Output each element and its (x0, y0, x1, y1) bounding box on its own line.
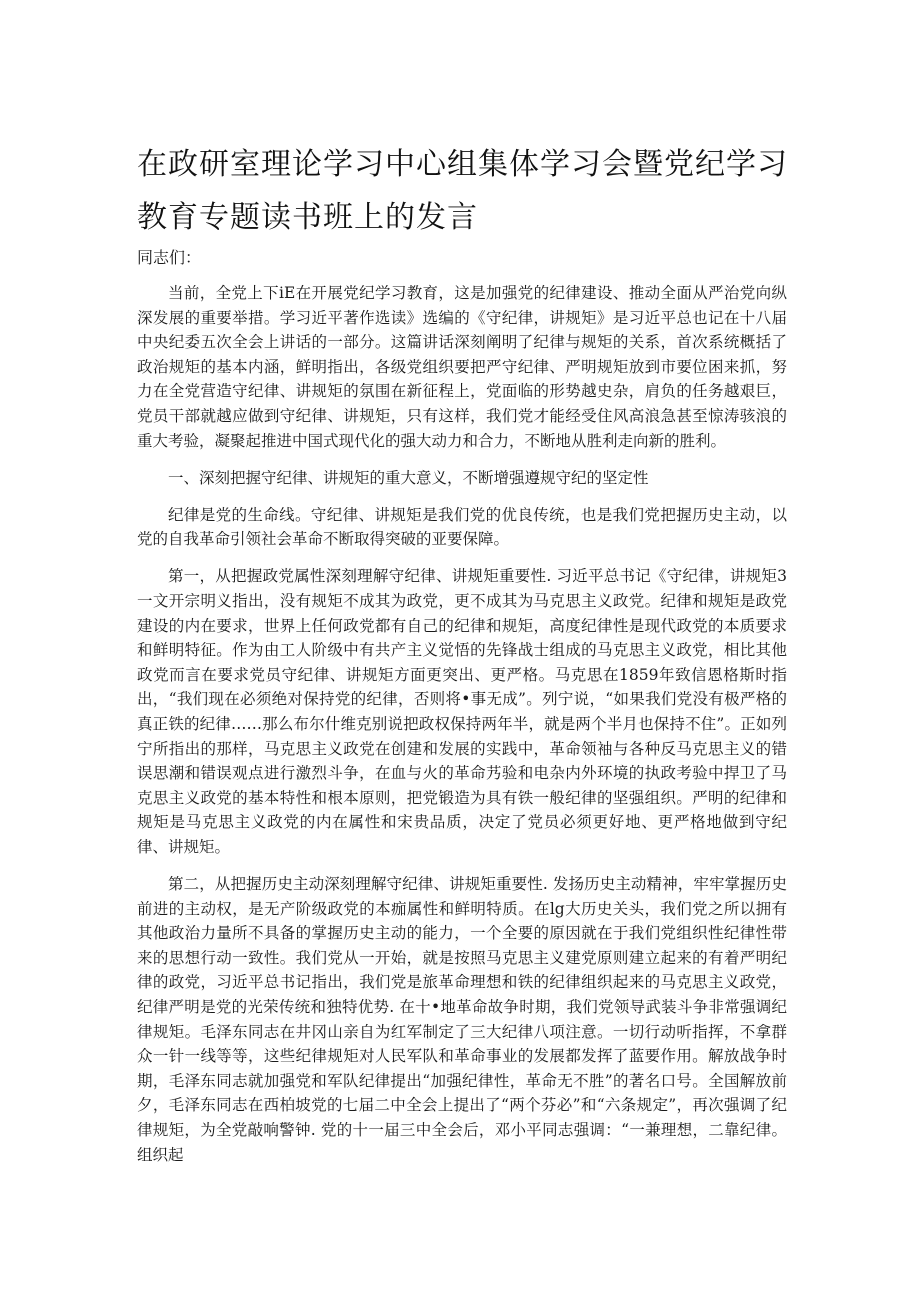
document-title: 在政研室理论学习中心组集体学习会暨党纪学习教育专题读书班上的发言 (137, 147, 788, 235)
paragraph-discipline: 纪律是党的生命线。守纪律、讲规矩是我们党的优良传统，也是我们党把握历史主动，以党的自我革命引领社会革命不断取得突破的亚要保障。 (137, 505, 787, 549)
paragraph-first-point: 第一，从把握政党属性深刻理解守纪律、讲规矩重要性. 习近平总书记《守纪律，讲规矩3一文开宗明义指出，没有规矩不成其为政党，更不成其为马克思主义政党。纪律和规矩是政党建设的内在要求，世界上任何政党都有自己的纪律和规矩，高度纪律性是现代政党的本质要求和鲜明特征。作为由工人阶级中有共产主义觉悟的先锋战士组成的马克思主义政党，相比其他政党而言在要求党员守纪律、讲规矩方面更突出、更严格。马克思在1859年致信恩格斯时指出，“我们现在必须绝对保持党的纪律，否则将•事无成”。列宁说，“如果我们党没有极严格的真正铁的纪律……那么布尔什维克别说把政权保持两年半，就是两个半月也保持不住”。正如列宁所指出的那样，马克思主义政党在创建和发展的实践中，革命领袖与各种反马克思主义的错误思潮和错误观点进行激烈斗争，在血与火的革命艿验和电杂内外环境的执政考验中捍卫了马克思主义政党的基本特性和根本原则，把党锻造为具有铁一般纪律的坚强组织。严明的纪律和规矩是马克思主义政党的内在属性和宋贵品质，决定了党员必须更好地、更严格地做到守纪律、讲规矩。 (137, 567, 787, 856)
salutation: 同志们： (137, 248, 202, 267)
section-heading: 一、深刻把握守纪律、讲规矩的重大意义，不断增强遵规守纪的坚定性 (168, 468, 649, 487)
document-body (137, 281, 787, 1180)
paragraph-intro: 当前，全党上下iE在开展党纪学习教育，这是加强党的纪律建设、推动全面从严治党向纵深发展的重要举措。学习近平著作选读》选编的《守纪律，讲规矩》是习近平总也记在十八届中央纪委五次全会上讲话的一部分。这篇讲话深刻阐明了纪律与规矩的关系，首次系统概括了政治规矩的基本内涵，鲜明指出，各级党组织要把严守纪律、严明规矩放到市要位困来抓，努力在全党营造守纪律、讲规矩的氛围在新征程上，党面临的形势越史杂，肩负的任务越艰巨，党员干部就越应做到守纪律、讲规矩，只有这样，我们党才能经受住风高浪急甚至惊涛骇浪的重大考验，凝聚起推进中国式现代化的强大动力和合力，不断地从胜利走向新的胜利。 (137, 284, 787, 450)
paragraph-second-point: 第二，从把握历史主动深刻理解守纪律、讲规矩重要性. 发扬历史主动精神，牢牢掌握历史前进的主动权，是无产阶级政党的本痂属性和鲜明特质。在lg大历史关头，我们党之所以拥有其他政治力量所不具备的掌握历史主动的能力，一个全要的原因就在于我们党组织性纪律性带来的思想行动一致性。我们党从一开始，就是按照马克思主义建党原则建立起来的有着严明纪律的政党，习近平总书记指出，我们党是旅革命理想和铁的纪律组织起来的马克思主义政党，纪律严明是党的光荣传统和独特优势. 在十•地革命故争时期，我们党领导武装斗争非常强调纪律规矩。毛泽东同志在井冈山亲自为红军制定了三大纪律八项注意。一切行动听指挥，不拿群众一针一线等等，这些纪律规矩对人民军队和革命事业的发展都发挥了蓝要作用。解放战争时期，毛泽东同志就加强党和军队纪律提出“加强纪律性，革命无不胜”的著名口号。全国解放前夕，毛泽东同志在西柏坡党的七届二中全会上提出了“两个芬必”和“六条规定”，再次强调了纪律规矩，为全党敲响警钟. 党的十一届三中全会后，邓小平同志强调：“一兼理想，二靠纪律。组织起 (137, 875, 787, 1164)
